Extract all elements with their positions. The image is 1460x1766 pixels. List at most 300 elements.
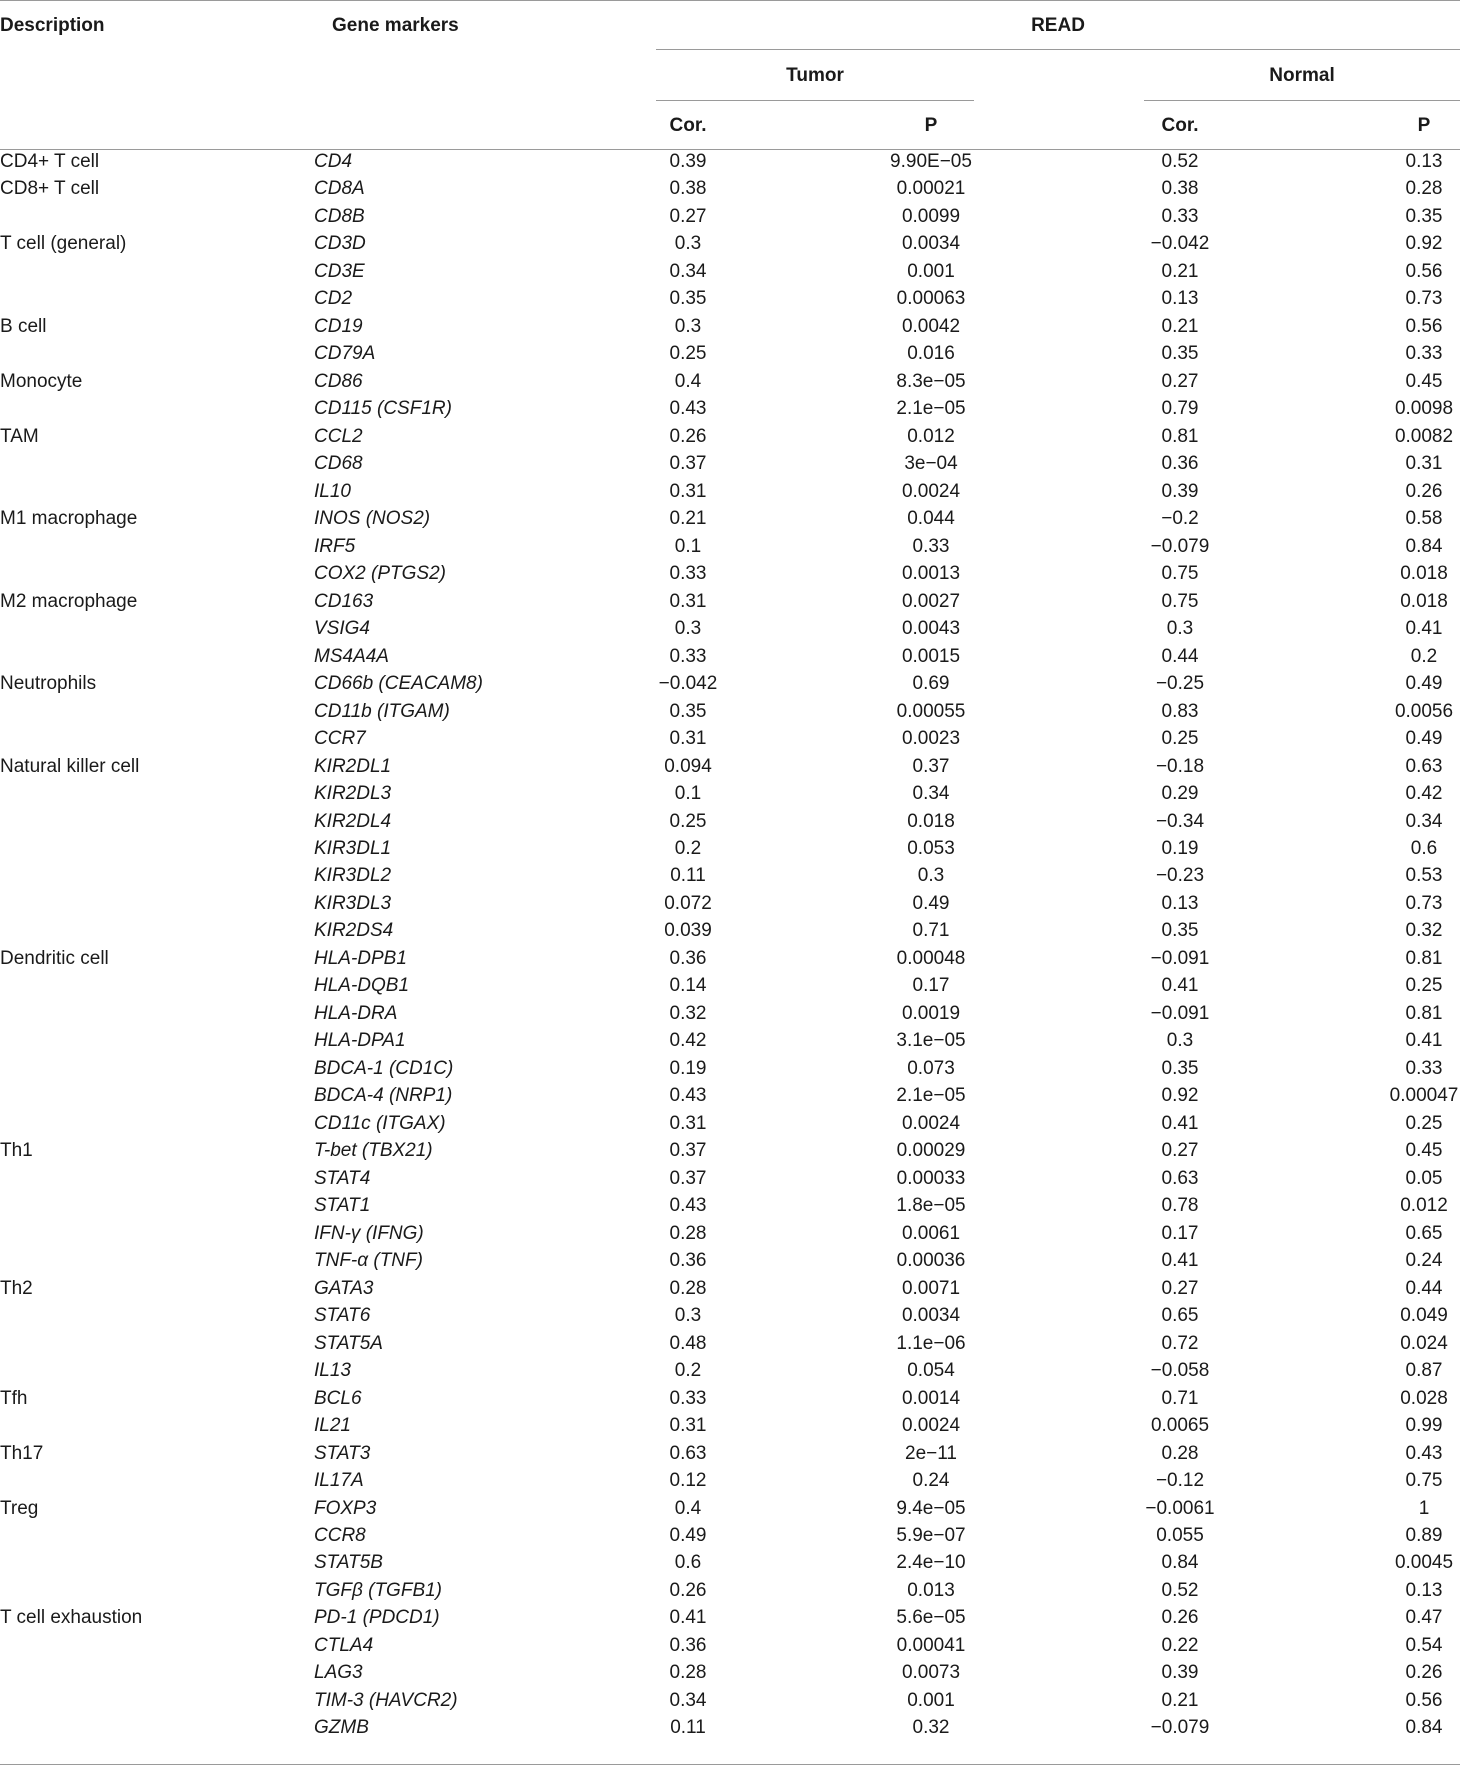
cell-tumor-p: 0.00029: [896, 1140, 966, 1161]
cell-tumor-cor: 0.63: [669, 1443, 707, 1464]
cell-tumor-cor: 0.1: [674, 783, 702, 804]
cell-tumor-p: 0.24: [912, 1470, 950, 1491]
cell-tumor-p: 0.00063: [896, 288, 966, 309]
cell-tumor-p: 9.90E−05: [890, 151, 972, 172]
cell-gene-marker: HLA-DQB1: [314, 975, 410, 996]
cell-normal-cor: 0.13: [1161, 288, 1199, 309]
cell-normal-cor: 0.36: [1161, 453, 1199, 474]
cell-normal-cor: 0.35: [1161, 343, 1199, 364]
cell-normal-cor: 0.72: [1161, 1333, 1199, 1354]
cell-tumor-p: 0.0013: [901, 563, 961, 584]
cell-gene-marker: PD-1 (PDCD1): [314, 1607, 440, 1628]
cell-normal-p: 0.012: [1400, 1195, 1448, 1216]
cell-tumor-p: 0.0034: [901, 1305, 961, 1326]
cell-tumor-p: 0.00041: [896, 1635, 966, 1656]
cell-gene-marker: BDCA-1 (CD1C): [314, 1058, 454, 1079]
cell-normal-p: 0.84: [1405, 1717, 1443, 1738]
cell-tumor-cor: 0.35: [669, 701, 707, 722]
cell-tumor-p: 0.001: [907, 1690, 955, 1711]
cell-normal-p: 0.05: [1405, 1168, 1443, 1189]
cell-normal-cor: 0.35: [1161, 1058, 1199, 1079]
cell-tumor-cor: 0.34: [669, 261, 707, 282]
cell-gene-marker: KIR2DL3: [314, 783, 392, 804]
cell-gene-marker: KIR2DL1: [314, 756, 392, 777]
header-normal: Normal: [1269, 65, 1335, 86]
cell-tumor-cor: 0.3: [674, 1305, 702, 1326]
cell-tumor-cor: 0.21: [669, 508, 707, 529]
cell-description: CD8+ T cell: [0, 178, 100, 199]
cell-normal-cor: 0.63: [1161, 1168, 1199, 1189]
cell-tumor-cor: 0.49: [669, 1525, 707, 1546]
cell-normal-p: 0.049: [1400, 1305, 1448, 1326]
cell-tumor-p: 0.0099: [901, 206, 961, 227]
cell-normal-cor: 0.17: [1161, 1223, 1199, 1244]
cell-gene-marker: STAT1: [314, 1195, 371, 1216]
header-dataset: READ: [1031, 15, 1085, 36]
cell-gene-marker: STAT5B: [314, 1552, 383, 1573]
cell-gene-marker: LAG3: [314, 1662, 363, 1683]
cell-description: Treg: [0, 1498, 39, 1519]
cell-gene-marker: STAT5A: [314, 1333, 383, 1354]
cell-normal-cor: −0.25: [1155, 673, 1205, 694]
cell-normal-cor: 0.41: [1161, 1113, 1199, 1134]
cell-normal-p: 0.53: [1405, 865, 1443, 886]
cell-description: Dendritic cell: [0, 948, 109, 969]
cell-tumor-p: 0.0027: [901, 591, 961, 612]
cell-tumor-p: 0.3: [917, 865, 945, 886]
cell-gene-marker: CD8A: [314, 178, 365, 199]
cell-normal-p: 0.45: [1405, 371, 1443, 392]
cell-tumor-cor: 0.11: [670, 1717, 706, 1738]
cell-normal-p: 0.47: [1405, 1607, 1443, 1628]
cell-gene-marker: MS4A4A: [314, 646, 389, 667]
cell-tumor-p: 0.0042: [901, 316, 961, 337]
cell-tumor-cor: 0.36: [669, 948, 707, 969]
cell-tumor-cor: 0.28: [669, 1278, 707, 1299]
cell-tumor-p: 0.0071: [901, 1278, 961, 1299]
cell-normal-cor: 0.65: [1161, 1305, 1199, 1326]
cell-normal-cor: −0.058: [1150, 1360, 1210, 1381]
cell-normal-p: 0.84: [1405, 536, 1443, 557]
cell-tumor-p: 0.044: [907, 508, 955, 529]
cell-normal-cor: 0.21: [1161, 316, 1199, 337]
cell-normal-cor: 0.92: [1161, 1085, 1199, 1106]
cell-normal-cor: 0.27: [1161, 1140, 1199, 1161]
cell-gene-marker: TNF-α (TNF): [314, 1250, 423, 1271]
cell-tumor-p: 0.33: [912, 536, 950, 557]
cell-normal-p: 0.0045: [1394, 1552, 1454, 1573]
cell-normal-p: 0.41: [1405, 618, 1443, 639]
cell-description: Natural killer cell: [0, 756, 140, 777]
cell-description: T cell (general): [0, 233, 127, 254]
cell-tumor-p: 0.0024: [901, 1415, 961, 1436]
cell-normal-cor: 0.19: [1161, 838, 1199, 859]
cell-tumor-p: 0.00036: [896, 1250, 966, 1271]
cell-normal-cor: 0.75: [1161, 591, 1199, 612]
cell-gene-marker: IL21: [314, 1415, 351, 1436]
cell-gene-marker: CCR7: [314, 728, 366, 749]
cell-tumor-cor: 0.12: [669, 1470, 707, 1491]
cell-normal-cor: 0.39: [1161, 1662, 1199, 1683]
cell-tumor-cor: 0.6: [674, 1552, 702, 1573]
cell-normal-cor: 0.27: [1161, 371, 1199, 392]
cell-normal-p: 0.35: [1405, 206, 1443, 227]
cell-normal-cor: 0.79: [1161, 398, 1199, 419]
cell-tumor-p: 0.0073: [901, 1662, 961, 1683]
cell-tumor-p: 5.6e−05: [896, 1607, 966, 1628]
cell-tumor-p: 0.053: [907, 838, 955, 859]
cell-tumor-cor: 0.42: [669, 1030, 707, 1051]
cell-normal-cor: 0.21: [1161, 1690, 1199, 1711]
cell-normal-p: 0.028: [1400, 1388, 1448, 1409]
cell-normal-p: 0.58: [1405, 508, 1443, 529]
cell-normal-cor: −0.0061: [1145, 1498, 1215, 1519]
cell-tumor-cor: 0.36: [669, 1635, 707, 1656]
cell-gene-marker: CD19: [314, 316, 363, 337]
cell-normal-p: 0.26: [1405, 481, 1443, 502]
cell-normal-p: 0.92: [1405, 233, 1443, 254]
cell-normal-p: 0.25: [1405, 975, 1443, 996]
cell-tumor-p: 0.0034: [901, 233, 961, 254]
cell-description: M1 macrophage: [0, 508, 138, 529]
cell-normal-cor: 0.44: [1161, 646, 1199, 667]
cell-normal-cor: 0.52: [1161, 151, 1199, 172]
cell-normal-cor: 0.41: [1161, 975, 1199, 996]
cell-normal-p: 0.54: [1405, 1635, 1443, 1656]
cell-gene-marker: GATA3: [314, 1278, 374, 1299]
cell-gene-marker: CD8B: [314, 206, 365, 227]
cell-normal-cor: 0.39: [1161, 481, 1199, 502]
cell-gene-marker: CD163: [314, 591, 374, 612]
cell-normal-cor: 0.25: [1161, 728, 1199, 749]
cell-normal-cor: 0.3: [1166, 1030, 1194, 1051]
cell-normal-p: 0.87: [1405, 1360, 1443, 1381]
cell-gene-marker: T-bet (TBX21): [314, 1140, 433, 1161]
cell-tumor-p: 0.018: [907, 811, 955, 832]
cell-gene-marker: INOS (NOS2): [314, 508, 431, 529]
cell-tumor-p: 0.001: [907, 261, 955, 282]
header-tumor-p: P: [924, 115, 938, 136]
cell-normal-p: 0.024: [1400, 1333, 1448, 1354]
cell-tumor-cor: 0.4: [674, 1498, 702, 1519]
cell-gene-marker: HLA-DPB1: [314, 948, 407, 969]
cell-tumor-p: 5.9e−07: [896, 1525, 966, 1546]
cell-gene-marker: KIR3DL3: [314, 893, 392, 914]
cell-tumor-cor: 0.2: [674, 838, 702, 859]
cell-gene-marker: CD66b (CEACAM8): [314, 673, 483, 694]
cell-tumor-cor: 0.33: [669, 1388, 707, 1409]
cell-normal-cor: 0.83: [1161, 701, 1199, 722]
cell-tumor-cor: 0.31: [669, 481, 707, 502]
cell-tumor-cor: 0.072: [664, 893, 712, 914]
cell-description: Th2: [0, 1278, 33, 1299]
cell-gene-marker: CD11b (ITGAM): [314, 701, 450, 722]
cell-tumor-cor: 0.11: [670, 865, 706, 886]
cell-normal-p: 0.73: [1405, 893, 1443, 914]
cell-tumor-p: 0.016: [907, 343, 955, 364]
cell-tumor-cor: 0.094: [664, 756, 712, 777]
cell-tumor-p: 0.32: [912, 1717, 950, 1738]
cell-normal-p: 0.33: [1405, 1058, 1443, 1079]
cell-tumor-cor: 0.35: [669, 288, 707, 309]
cell-tumor-cor: 0.33: [669, 563, 707, 584]
cell-normal-p: 0.81: [1405, 1003, 1443, 1024]
cell-tumor-p: 2e−11: [905, 1443, 957, 1464]
cell-normal-p: 0.31: [1405, 453, 1443, 474]
cell-normal-p: 0.26: [1405, 1662, 1443, 1683]
cell-normal-cor: 0.28: [1161, 1443, 1199, 1464]
cell-gene-marker: KIR3DL2: [314, 865, 392, 886]
cell-tumor-cor: 0.31: [669, 728, 707, 749]
cell-gene-marker: IL10: [314, 481, 351, 502]
cell-gene-marker: KIR2DL4: [314, 811, 392, 832]
cell-gene-marker: CCR8: [314, 1525, 366, 1546]
cell-gene-marker: CD3D: [314, 233, 366, 254]
cell-tumor-cor: 0.28: [669, 1223, 707, 1244]
cell-gene-marker: CD11c (ITGAX): [314, 1113, 446, 1134]
cell-description: Th17: [0, 1443, 44, 1464]
cell-tumor-cor: 0.34: [669, 1690, 707, 1711]
cell-tumor-p: 0.0043: [901, 618, 961, 639]
cell-normal-cor: 0.41: [1161, 1250, 1199, 1271]
cell-normal-cor: −0.2: [1161, 508, 1199, 529]
cell-tumor-p: 0.0024: [901, 481, 961, 502]
cell-tumor-p: 1.8e−05: [896, 1195, 966, 1216]
cell-tumor-cor: 0.27: [669, 206, 707, 227]
cell-tumor-p: 0.0019: [901, 1003, 961, 1024]
cell-gene-marker: CD2: [314, 288, 353, 309]
cell-tumor-cor: 0.43: [669, 1195, 707, 1216]
header-tumor-cor: Cor.: [669, 115, 707, 136]
cell-tumor-cor: 0.37: [669, 1168, 707, 1189]
cell-normal-cor: 0.33: [1161, 206, 1199, 227]
cell-gene-marker: CD3E: [314, 261, 365, 282]
cell-tumor-cor: −0.042: [658, 673, 718, 694]
cell-normal-cor: 0.84: [1161, 1552, 1199, 1573]
cell-normal-p: 0.00047: [1389, 1085, 1459, 1106]
cell-normal-cor: 0.81: [1161, 426, 1199, 447]
cell-tumor-p: 0.012: [907, 426, 955, 447]
cell-normal-p: 0.63: [1405, 756, 1443, 777]
cell-normal-cor: −0.34: [1155, 811, 1205, 832]
cell-tumor-cor: 0.4: [674, 371, 702, 392]
cell-normal-p: 0.45: [1405, 1140, 1443, 1161]
cell-normal-p: 0.34: [1405, 811, 1443, 832]
cell-tumor-cor: 0.39: [669, 151, 707, 172]
cell-normal-cor: 0.13: [1161, 893, 1199, 914]
cell-normal-cor: −0.079: [1150, 1717, 1210, 1738]
cell-gene-marker: CD4: [314, 151, 353, 172]
cell-normal-p: 0.0056: [1394, 701, 1454, 722]
cell-normal-cor: 0.35: [1161, 920, 1199, 941]
cell-tumor-cor: 0.41: [669, 1607, 707, 1628]
cell-normal-cor: 0.3: [1166, 618, 1194, 639]
cell-description: Monocyte: [0, 371, 83, 392]
cell-normal-p: 0.24: [1405, 1250, 1443, 1271]
cell-normal-p: 0.99: [1405, 1415, 1443, 1436]
header-tumor: Tumor: [786, 65, 844, 86]
cell-normal-cor: 0.52: [1161, 1580, 1199, 1601]
cell-gene-marker: CD68: [314, 453, 363, 474]
cell-normal-p: 0.56: [1405, 1690, 1443, 1711]
cell-gene-marker: CD86: [314, 371, 363, 392]
cell-normal-p: 0.6: [1410, 838, 1438, 859]
cell-gene-marker: STAT3: [314, 1443, 371, 1464]
cell-tumor-p: 0.37: [912, 756, 950, 777]
cell-normal-p: 0.42: [1405, 783, 1443, 804]
cell-tumor-p: 0.013: [907, 1580, 955, 1601]
cell-tumor-cor: 0.31: [669, 1113, 707, 1134]
cell-tumor-p: 0.00033: [896, 1168, 966, 1189]
cell-normal-p: 0.49: [1405, 728, 1443, 749]
cell-normal-p: 0.018: [1400, 563, 1448, 584]
cell-tumor-cor: 0.32: [669, 1003, 707, 1024]
cell-normal-p: 0.0082: [1394, 426, 1454, 447]
cell-tumor-cor: 0.48: [669, 1333, 707, 1354]
cell-tumor-p: 0.073: [907, 1058, 955, 1079]
cell-gene-marker: VSIG4: [314, 618, 370, 639]
cell-normal-cor: 0.22: [1161, 1635, 1199, 1656]
cell-description: Tfh: [0, 1388, 28, 1409]
cell-tumor-cor: 0.37: [669, 1140, 707, 1161]
header-normal-cor: Cor.: [1161, 115, 1199, 136]
cell-tumor-p: 0.71: [912, 920, 950, 941]
cell-normal-cor: 0.0065: [1150, 1415, 1210, 1436]
cell-description: B cell: [0, 316, 47, 337]
cell-tumor-cor: 0.43: [669, 1085, 707, 1106]
cell-normal-cor: 0.78: [1161, 1195, 1199, 1216]
cell-gene-marker: TGFβ (TGFB1): [314, 1580, 443, 1601]
cell-tumor-p: 3.1e−05: [896, 1030, 966, 1051]
cell-tumor-cor: 0.1: [674, 536, 702, 557]
cell-gene-marker: KIR2DS4: [314, 920, 394, 941]
cell-normal-p: 1: [1418, 1498, 1430, 1519]
cell-normal-p: 0.56: [1405, 316, 1443, 337]
cell-tumor-p: 1.1e−06: [896, 1333, 966, 1354]
cell-normal-p: 0.13: [1405, 151, 1443, 172]
cell-tumor-cor: 0.039: [664, 920, 712, 941]
cell-tumor-cor: 0.31: [669, 1415, 707, 1436]
cell-tumor-cor: 0.2: [674, 1360, 702, 1381]
cell-tumor-p: 0.00055: [896, 701, 966, 722]
cell-normal-p: 0.0098: [1394, 398, 1454, 419]
cell-gene-marker: CD79A: [314, 343, 376, 364]
cell-tumor-cor: 0.38: [669, 178, 707, 199]
cell-description: TAM: [0, 426, 39, 447]
cell-normal-cor: 0.38: [1161, 178, 1199, 199]
cell-normal-p: 0.81: [1405, 948, 1443, 969]
cell-normal-p: 0.32: [1405, 920, 1443, 941]
cell-tumor-p: 0.0023: [901, 728, 961, 749]
cell-normal-cor: −0.12: [1155, 1470, 1205, 1491]
header-normal-p: P: [1417, 115, 1431, 136]
cell-gene-marker: IRF5: [314, 536, 356, 557]
cell-tumor-cor: 0.43: [669, 398, 707, 419]
cell-normal-p: 0.75: [1405, 1470, 1443, 1491]
cell-gene-marker: BCL6: [314, 1388, 362, 1409]
cell-normal-cor: 0.27: [1161, 1278, 1199, 1299]
cell-normal-p: 0.43: [1405, 1443, 1443, 1464]
cell-gene-marker: CCL2: [314, 426, 363, 447]
cell-normal-cor: 0.26: [1161, 1607, 1199, 1628]
cell-gene-marker: GZMB: [314, 1717, 369, 1738]
cell-normal-p: 0.65: [1405, 1223, 1443, 1244]
cell-normal-p: 0.018: [1400, 591, 1448, 612]
cell-tumor-p: 0.0061: [901, 1223, 961, 1244]
cell-normal-p: 0.25: [1405, 1113, 1443, 1134]
cell-normal-p: 0.73: [1405, 288, 1443, 309]
cell-normal-cor: 0.29: [1161, 783, 1199, 804]
cell-normal-p: 0.28: [1405, 178, 1443, 199]
cell-tumor-p: 9.4e−05: [896, 1498, 966, 1519]
cell-gene-marker: IFN-γ (IFNG): [314, 1223, 424, 1244]
cell-gene-marker: IL17A: [314, 1470, 364, 1491]
cell-tumor-p: 0.00021: [896, 178, 966, 199]
cell-tumor-cor: 0.36: [669, 1250, 707, 1271]
cell-normal-p: 0.2: [1410, 646, 1438, 667]
cell-normal-cor: −0.18: [1155, 756, 1205, 777]
cell-description: Th1: [0, 1140, 33, 1161]
cell-tumor-p: 0.00048: [896, 948, 966, 969]
cell-normal-cor: −0.091: [1150, 948, 1210, 969]
cell-normal-p: 0.13: [1405, 1580, 1443, 1601]
cell-gene-marker: STAT6: [314, 1305, 371, 1326]
cell-tumor-cor: 0.26: [669, 1580, 707, 1601]
cell-tumor-cor: 0.25: [669, 811, 707, 832]
cell-tumor-p: 0.34: [912, 783, 950, 804]
cell-tumor-cor: 0.26: [669, 426, 707, 447]
cell-tumor-p: 3e−04: [904, 453, 958, 474]
cell-tumor-p: 0.054: [907, 1360, 955, 1381]
cell-tumor-p: 0.0014: [901, 1388, 961, 1409]
cell-description: Neutrophils: [0, 673, 97, 694]
cell-gene-marker: IL13: [314, 1360, 351, 1381]
cell-normal-p: 0.56: [1405, 261, 1443, 282]
cell-tumor-p: 0.49: [912, 893, 950, 914]
cell-normal-p: 0.89: [1405, 1525, 1443, 1546]
cell-normal-cor: −0.079: [1150, 536, 1210, 557]
cell-normal-cor: 0.75: [1161, 563, 1199, 584]
cell-normal-cor: 0.71: [1161, 1388, 1199, 1409]
cell-tumor-cor: 0.3: [674, 618, 702, 639]
cell-gene-marker: STAT4: [314, 1168, 371, 1189]
cell-gene-marker: HLA-DRA: [314, 1003, 398, 1024]
cell-tumor-p: 0.0024: [901, 1113, 961, 1134]
cell-tumor-p: 0.0015: [901, 646, 961, 667]
cell-gene-marker: KIR3DL1: [314, 838, 392, 859]
header-description: Description: [0, 15, 105, 36]
cell-tumor-cor: 0.31: [669, 591, 707, 612]
cell-tumor-cor: 0.19: [669, 1058, 707, 1079]
cell-normal-p: 0.33: [1405, 343, 1443, 364]
cell-description: CD4+ T cell: [0, 151, 100, 172]
cell-gene-marker: FOXP3: [314, 1498, 377, 1519]
cell-tumor-cor: 0.14: [669, 975, 707, 996]
cell-description: M2 macrophage: [0, 591, 138, 612]
cell-tumor-p: 2.1e−05: [896, 1085, 966, 1106]
cell-gene-marker: CD115 (CSF1R): [314, 398, 452, 419]
cell-normal-cor: 0.21: [1161, 261, 1199, 282]
cell-tumor-p: 2.4e−10: [896, 1552, 966, 1573]
cell-gene-marker: COX2 (PTGS2): [314, 563, 446, 584]
header-gene-markers: Gene markers: [332, 15, 459, 36]
cell-tumor-p: 2.1e−05: [896, 398, 966, 419]
cell-normal-p: 0.41: [1405, 1030, 1443, 1051]
cell-tumor-cor: 0.37: [669, 453, 707, 474]
cell-tumor-cor: 0.28: [669, 1662, 707, 1683]
cell-tumor-cor: 0.3: [674, 316, 702, 337]
cell-normal-cor: 0.055: [1156, 1525, 1204, 1546]
